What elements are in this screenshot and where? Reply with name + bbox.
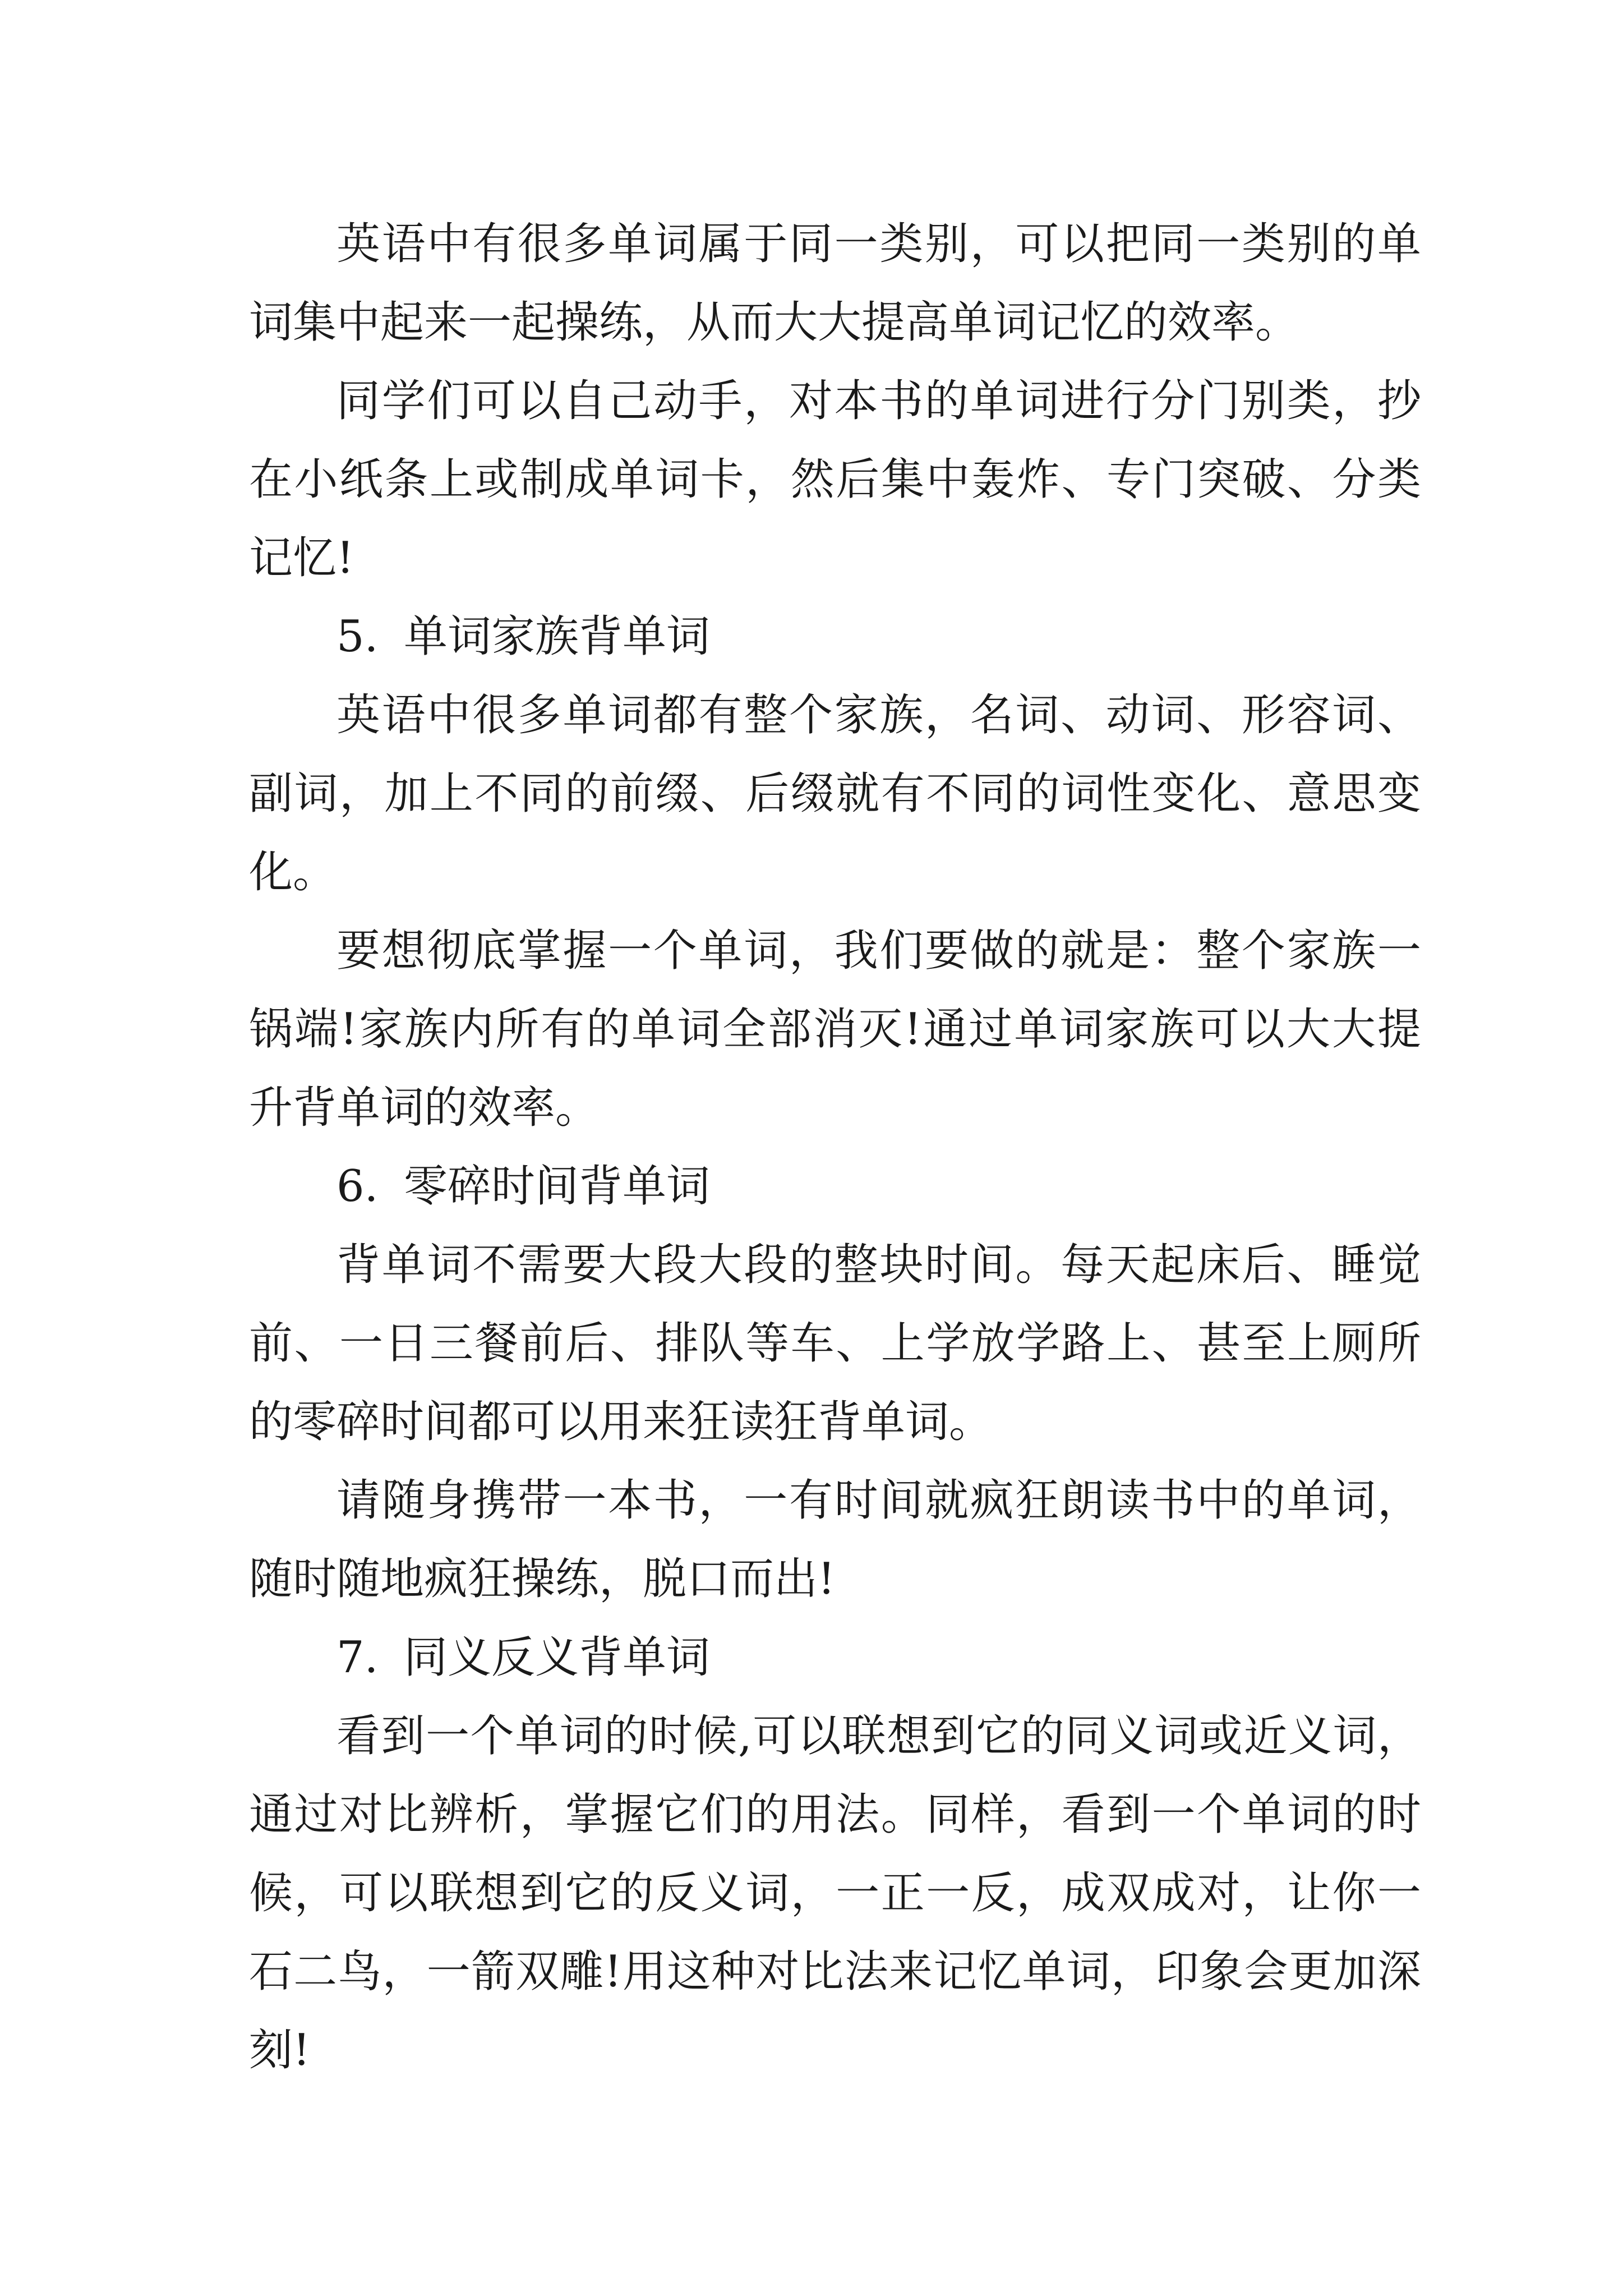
- section-5-heading: [249, 597, 1421, 676]
- paragraph-same-category: 英语中有很多单词属于同一类别，可以把同一类别的单词集中起来一起操练，从而大大提高单词记忆的效率。: [249, 219, 1421, 348]
- section-6-number: 6.: [336, 1161, 379, 1212]
- paragraph-word-cards: 同学们可以自己动手，对本书的单词进行分门别类，抄在小纸条上或制成单词卡，然后集中轰炸、专门突破、分类记忆!: [249, 376, 1421, 583]
- section-6-paragraph-2: 请随身携带一本书，一有时间就疯狂朗读书中的单词，随时随地疯狂操练，脱口而出!: [249, 1475, 1421, 1604]
- section-6-title: 零碎时间背单词: [404, 1161, 711, 1212]
- body-text: [249, 205, 1421, 2090]
- section-5-title: 单词家族背单词: [404, 611, 711, 662]
- section-5-paragraph-1: 英语中很多单词都有整个家族，名词、动词、形容词、副词，加上不同的前缀、后缀就有不同的词性变化、意思变化。: [249, 690, 1421, 898]
- section-7-title: 同义反义背单词: [404, 1632, 711, 1683]
- section-5-number: 5.: [336, 611, 379, 662]
- section-7-number: 7.: [336, 1632, 379, 1683]
- section-7-paragraph-1: 看到一个单词的时候,可以联想到它的同义词或近义词，通过对比辨析，掌握它们的用法。同样，看到一个单词的时候，可以联想到它的反义词，一正一反，成双成对，让你一石二鸟，一箭双雕!用这种对比法来记忆单词，印象会更加深刻!: [249, 1711, 1421, 2076]
- section-5-paragraph-2: 要想彻底掌握一个单词，我们要做的就是：整个家族一锅端!家族内所有的单词全部消灭!通过单词家族可以大大提升背单词的效率。: [249, 926, 1421, 1133]
- section-7-heading: [249, 1618, 1421, 1697]
- section-6-paragraph-1: 背单词不需要大段大段的整块时间。每天起床后、睡觉前、一日三餐前后、排队等车、上学放学路上、甚至上厕所的零碎时间都可以用来狂读狂背单词。: [249, 1240, 1421, 1447]
- section-6-heading: [249, 1147, 1421, 1226]
